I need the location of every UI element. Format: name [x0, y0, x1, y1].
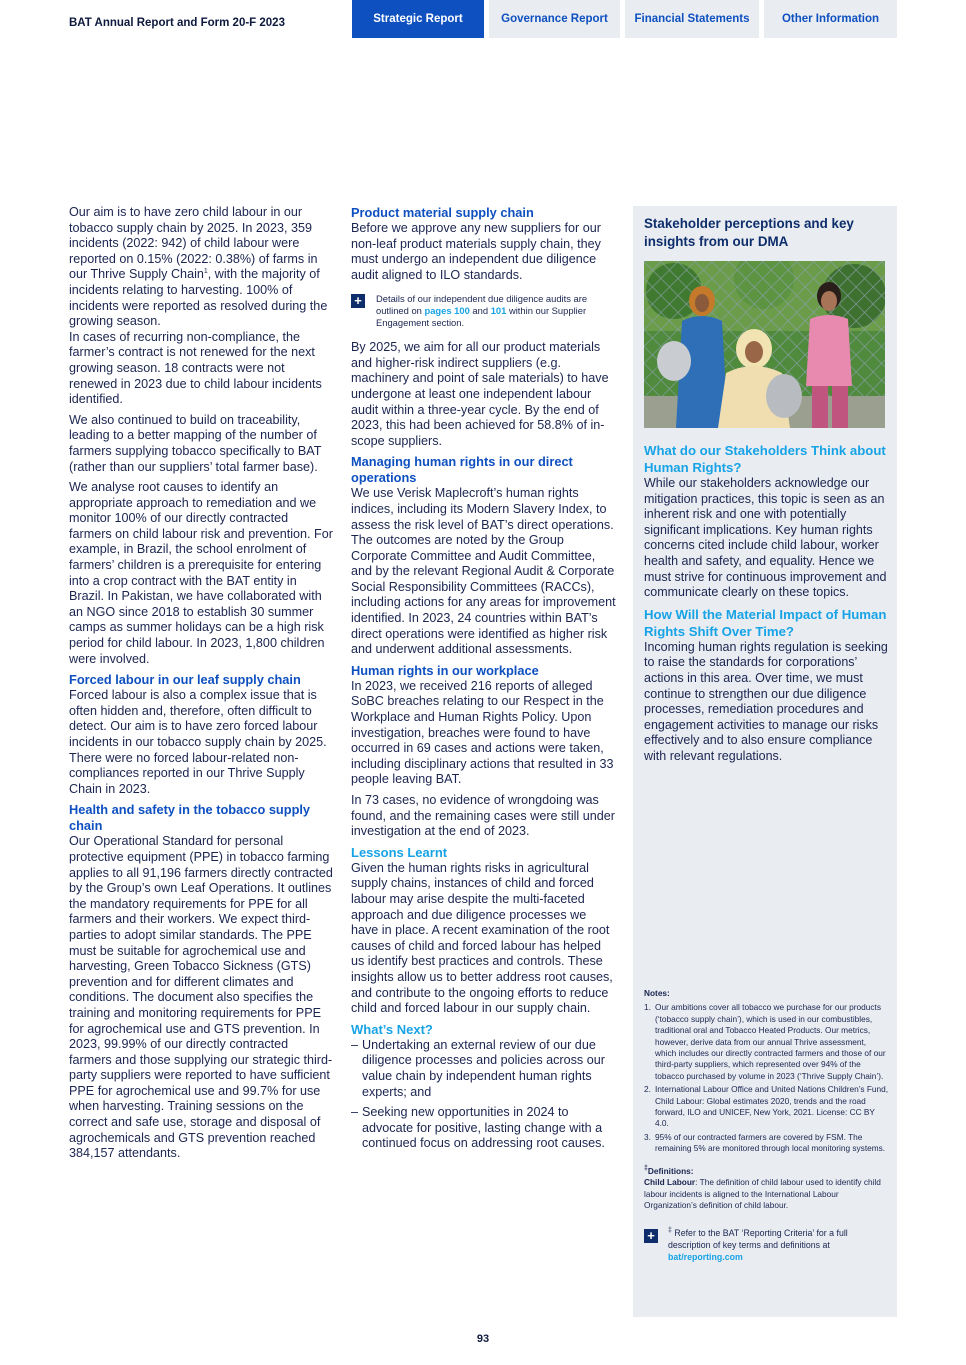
heading-workplace: Human rights in our workplace [351, 662, 539, 678]
tab-strategic-report[interactable]: Strategic Report [352, 0, 484, 38]
definitions-title: Definitions: [647, 1165, 694, 1176]
paragraph-workplace-1: In 2023, we received 216 reports of alleged SoBC breaches relating to our Respect in the Workplace and Human Rights Policy. Upon investigation, breaches were found to have occurred in 69 cases and actions were taken, including disciplinary actions that resulted in 33 people leaving BAT. [351, 678, 614, 787]
paragraph-forced-labour: Forced labour is also a complex issue that is often hidden and, therefore, often difficult to detect. Our aim is to have zero forced labour incidents in our tobacco supply chain by 2025. There were no forced labour-related non-compliances reported in our Thrive Supply Chain in 2023. [69, 688, 327, 796]
column-left [69, 205, 333, 1167]
notes-section [644, 988, 889, 1263]
reporting-criteria-callout [644, 1225, 889, 1263]
note-item: 1. Our ambitions cover all tobacco we purchase for our products (‘tobacco supply chain’), which is used in our combustibles, traditional oral and Tobacco Heated Products. Our metrics, however, derive data from our annual Thrive assessment, which includes our directly contracted farmers and those of our third-party suppliers, which represented over 94% of the tobacco purchased by volume in 2023 (‘Thrive Supply Chain’). [644, 1002, 886, 1081]
heading-managing-human-rights: Managing human rights in our direct operations [351, 454, 573, 486]
paragraph-traceability: We also continued to build on traceability, leading to a better mapping of the number of farmers supplying tobacco specifically to BAT (rather than our suppliers’ total farmer base). [69, 412, 322, 474]
column-middle [351, 205, 616, 1157]
heading-health-safety: Health and safety in the tobacco supply chain [69, 802, 311, 834]
reporting-criteria-text: Refer to the BAT ‘Reporting Criteria’ for a full description of key terms and definitions at [668, 1228, 848, 1251]
notes-title: Notes: [644, 988, 670, 998]
heading-product-material: Product material supply chain [351, 205, 534, 220]
heading-lessons-learnt: Lessons Learnt [351, 844, 448, 860]
panel-title: Stakeholder perceptions and key insights from our DMA [644, 216, 854, 249]
list-item: – Seeking new opportunities in 2024 to advocate for positive, lasting change with a continued focus on addressing root causes. [351, 1105, 616, 1152]
notes-list [644, 1002, 889, 1154]
note-item: 2. International Labour Office and United Nations Children’s Fund, Child Labour: Global estimates 2020, trends and the road forward, ILO and UNICEF, New York, 2021. License: CC BY 4.0. [644, 1084, 889, 1129]
plus-icon[interactable]: + [644, 1229, 658, 1243]
paragraph-health-safety: Our Operational Standard for personal protective equipment (PPE) in tobacco farming applies to all 91,196 farmers directly contracted by the Group’s own Leaf Operations. It outlines the mandatory requirements for PPE for all farmers and their workers. We expect third-parties to adopt similar standards. The PPE must be suitable for agrochemical use and harvesting, Green Tobacco Sickness (GTS) prevention and for different climates and conditions. The document also specifies the training and monitoring requirements for PPE for agrochemical use and GTS prevention. In 2023, 99.99% of our directly contracted farmers and those supplying our strategic third-party suppliers were reported to have sufficient PPE for agrochemical use and 99.7% for use when harvesting. Training sessions on the correct and safe use, storage and disposal of agrochemicals and GTS prevention reached 384,157 attendants. [69, 834, 333, 1161]
definition-text: : The definition of child labour used to identify child labour incidents is aligned to the International Labour Organization’s definition of child labour. [644, 1177, 881, 1210]
dagger-symbol: ‡ [644, 1164, 648, 1172]
paragraph-impact-shift: Incoming human rights regulation is seeking to raise the standards for corporations’ actions in this area. Over time, we must continue to strengthen our due diligence processes, remediation procedures and engagement activities to manage our risks effectively and to also ensure compliance with relevant regulations. [644, 639, 888, 763]
stakeholder-panel [633, 206, 897, 1317]
link-page-101[interactable]: 101 [490, 304, 507, 316]
tab-financial-statements[interactable]: Financial Statements [625, 0, 759, 38]
callout-due-diligence: + Details of our independent due diligence audits are outlined on pages 100 and 101 within our Supplier Engagement section. [351, 293, 616, 328]
plus-icon[interactable]: + [351, 294, 365, 308]
paragraph-product-material: Before we approve any new suppliers for our non-leaf product materials supply chain, they must undergo an independent due diligence audit aligned to ILO standards. [351, 221, 601, 282]
tab-other-information[interactable]: Other Information [764, 0, 897, 38]
paragraph-managing-human-rights: We use Verisk Maplecroft’s human rights indices, including its Modern Slavery Index, to assess the risk level of BAT’s direct operations. The outcomes are noted by the Group Corporate Committee and Audit Committee, and by the relevant Regional Audit & Corporate Social Responsibility Committees (RACCs), including actions for any areas for improvement identified. In 2023, 24 countries within BAT’s direct operations were identified as higher risk and underwent additional assessments. [351, 486, 616, 657]
paragraph-lessons-learnt: Given the human rights risks in agricultural supply chains, instances of child and forced labour may arise despite the multi-faceted approach and due diligence processes we have in place. A recent examination of the root causes of child and forced labour has helped us identify best practices and controls. These insights allow us to better address root causes, and contribute to the ongoing efforts to reduce child and forced labour in our supply chain. [351, 860, 613, 1016]
heading-impact-shift: How Will the Material Impact of Human Rights Shift Over Time? [644, 606, 887, 639]
paragraph-workplace-2: In 73 cases, no evidence of wrongdoing was found, and the remaining cases were still under investigation at the end of 2023. [351, 793, 615, 839]
list-item: – Undertaking an external review of our due diligence processes and policies across our value chain by independent human rights experts; and [351, 1038, 616, 1100]
reporting-link[interactable]: bat/reporting.com [668, 1252, 743, 1263]
heading-forced-labour: Forced labour in our leaf supply chain [69, 672, 301, 688]
stakeholder-photo [644, 261, 885, 428]
tab-governance-report[interactable]: Governance Report [489, 0, 620, 38]
definition-term: Child Labour [644, 1177, 696, 1188]
paragraph-child-labour: Our aim is to have zero child labour in our tobacco supply chain by 2025. In 2023, 359 incidents (2022: 942) of child labour were reported on 0.15% (2022: 0.38%) of farms in our Thrive Supply Chain$^1$, with the majority of incidents relating to harvesting. 100% of incidents were reported as resolved during the growing season. In cases of recurring non-compliance, the farmer’s contract is not renewed for the next growing season. 18 contracts were not renewed in 2023 due to child labour incidents identified. [69, 205, 328, 407]
heading-stakeholders-think: What do our Stakeholders Think about Human Rights? [644, 443, 886, 475]
link-page-100[interactable]: pages 100 [424, 304, 470, 316]
document-title: BAT Annual Report and Form 20-F 2023 [69, 17, 285, 29]
paragraph-root-causes: We analyse root causes to identify an appropriate approach to remediation and we monitor 100% of our directly contracted farmers on child labour risk and prevention. For example, in Brazil, the school enrolment of farmers’ children is a prerequisite for entering into a crop contract with the BAT entity in Brazil. In Pakistan, we have collaborated with an NGO since 2018 to establish 30 summer camps as summer holidays can be a high risk period for child labour. In 2023, 1,800 children were involved. [69, 480, 333, 666]
page-number: 93 [476, 1333, 490, 1345]
footnote-ref: 1 [203, 268, 208, 276]
paragraph-stakeholders-think: While our stakeholders acknowledge our mitigation practices, this topic is seen as an inherent risk and one with potentially significant implications. Key human rights concerns cited include child labour, worker health and safety, and equality. Hence we must strive for continuous improvement and communicate clearly on these topics. [644, 476, 887, 600]
heading-whats-next: What’s Next? [351, 1021, 433, 1037]
definitions [644, 1163, 889, 1212]
paragraph-2025-aim: By 2025, we aim for all our product materials and higher-risk indirect suppliers (e.g. machinery and point of sale materials) to have undergone at least one independent labour audit within a three-year cycle. By the end of 2023, this had been achieved for 58.8% of in-scope suppliers. [351, 340, 609, 448]
dagger-symbol: ‡ [668, 1227, 672, 1235]
note-item: 3. 95% of our contracted farmers are covered by FSM. The remaining 5% are monitored through local monitoring systems. [644, 1131, 886, 1154]
panel-body [644, 442, 889, 770]
whats-next-list [351, 1038, 616, 1152]
